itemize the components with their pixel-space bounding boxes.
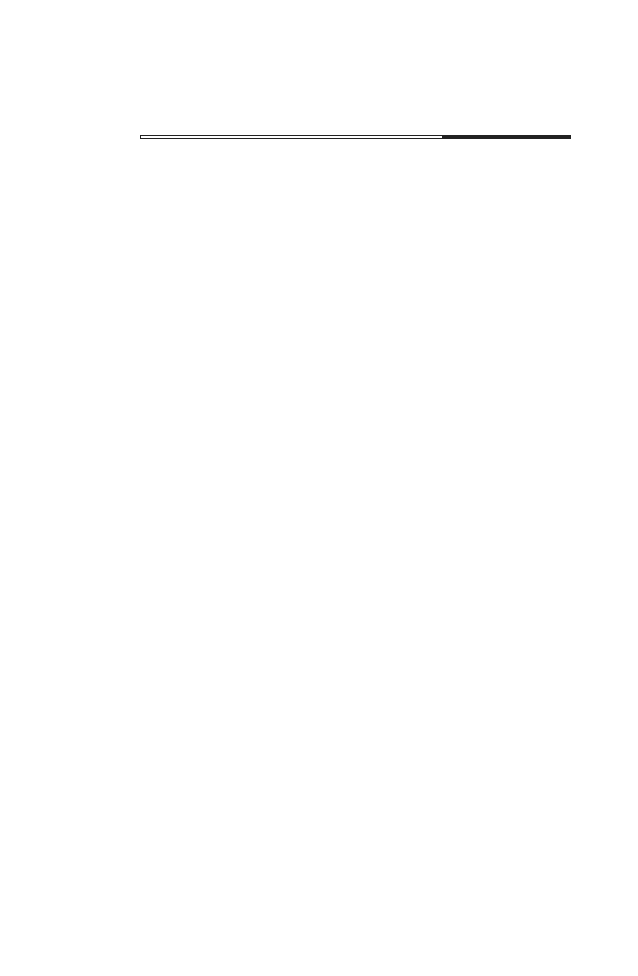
grade-header: [526, 138, 571, 139]
table8: [140, 135, 571, 139]
subject-header: [141, 136, 443, 139]
grade-header: [487, 138, 526, 139]
grade-header: [443, 138, 487, 139]
